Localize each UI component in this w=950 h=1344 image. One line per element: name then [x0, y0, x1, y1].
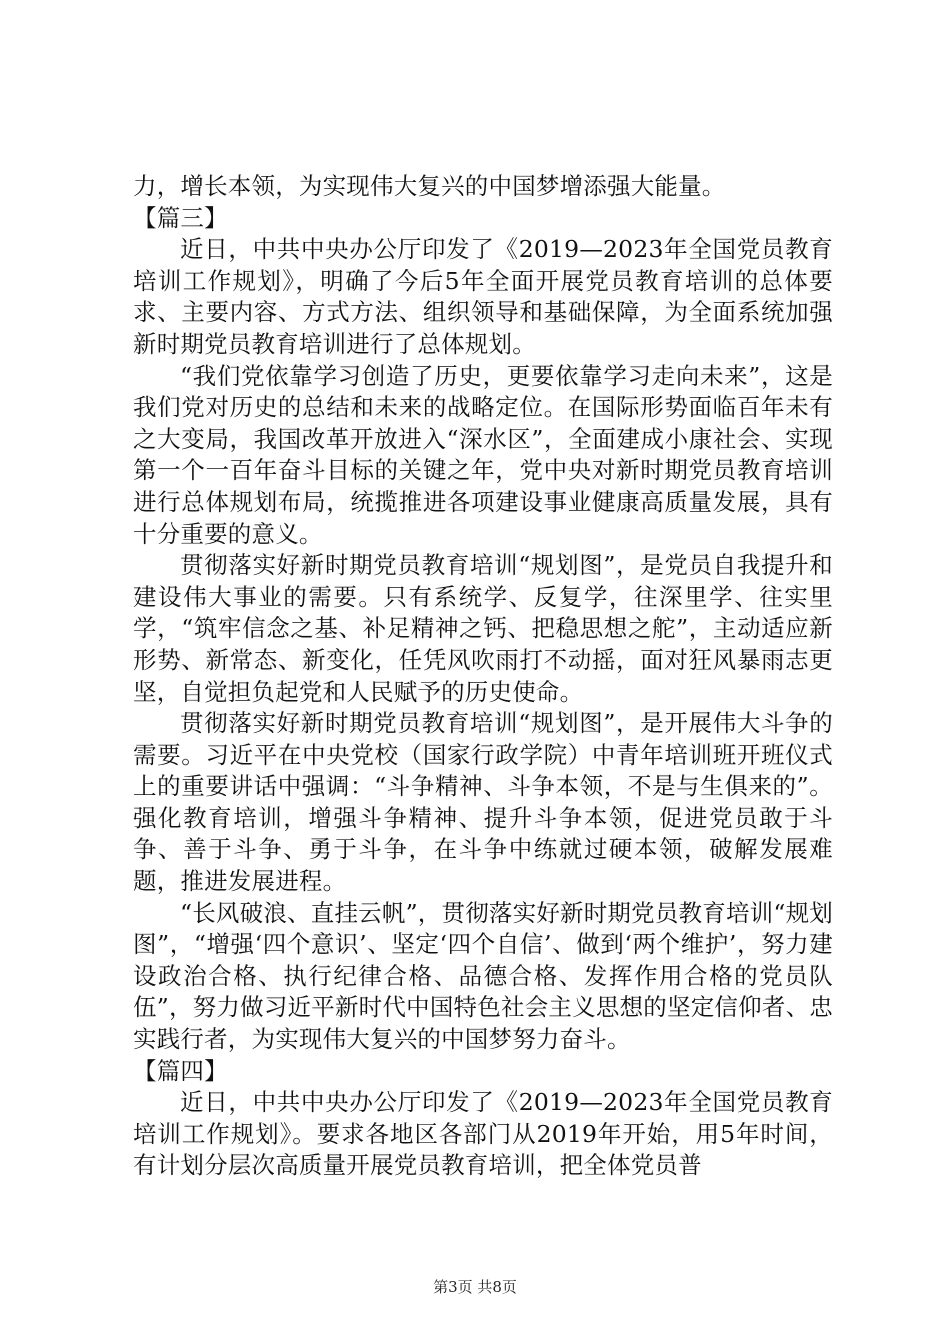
paragraph: 近日，中共中央办公厅印发了《2019—2023年全国党员教育培训工作规划》，明确了今后5年全面开展党员教育培训的总体要求、主要内容、方式方法、组织领导和基础保障，为全面系统加强新时期党员教育培训进行了总体规划。: [133, 235, 833, 358]
page-footer: 第3页 共8页: [433, 1278, 517, 1296]
paragraph: 近日，中共中央办公厅印发了《2019—2023年全国党员教育培训工作规划》。要求各地区各部门从2019年开始，用5年时间，有计划分层次高质量开展党员教育培训，把全体党员普: [133, 1088, 833, 1180]
paragraph: 贯彻落实好新时期党员教育培训“规划图”，是党员自我提升和建设伟大事业的需要。只有系统学、反复学，往深里学、往实里学，“筑牢信念之基、补足精神之钙、把稳思想之舵”，主动适应新形势、新常态、新变化，任凭风吹雨打不动摇，面对狂风暴雨志更坚，自觉担负起党和人民赋予的历史使命。: [133, 551, 833, 706]
paragraph-continuation: 力，增长本领，为实现伟大复兴的中国梦增添强大能量。: [133, 172, 726, 200]
paragraph: 贯彻落实好新时期党员教育培训“规划图”，是开展伟大斗争的需要。习近平在中央党校（国家行政学院）中青年培训班开班仪式上的重要讲话中强调：“斗争精神、斗争本领，不是与生俱来的”。强化教育培训，增强斗争精神、提升斗争本领，促进党员敢于斗争、善于斗争、勇于斗争，在斗争中练就过硬本领，破解发展难题，推进发展进程。: [133, 709, 833, 896]
section-heading-part-four: 【篇四】: [133, 1056, 228, 1085]
paragraph: “我们党依靠学习创造了历史，更要依靠学习走向未来”，这是我们党对历史的总结和未来的战略定位。在国际形势面临百年未有之大变局，我国改革开放进入“深水区”，全面建成小康社会、实现第一个一百年奋斗目标的关键之年，党中央对新时期党员教育培训进行总体规划布局，统揽推进各项建设事业健康高质量发展，具有十分重要的意义。: [133, 361, 833, 548]
document-body: [133, 171, 833, 1182]
paragraph: “长风破浪、直挂云帆”，贯彻落实好新时期党员教育培训“规划图”，“增强‘四个意识’、坚定‘四个自信’、做到‘两个维护’，努力建设政治合格、执行纪律合格、品德合格、发挥作用合格的党员队伍”，努力做习近平新时代中国特色社会主义思想的坚定信仰者、忠实践行者，为实现伟大复兴的中国梦努力奋斗。: [133, 898, 833, 1054]
section-heading-part-three: 【篇三】: [133, 203, 228, 232]
